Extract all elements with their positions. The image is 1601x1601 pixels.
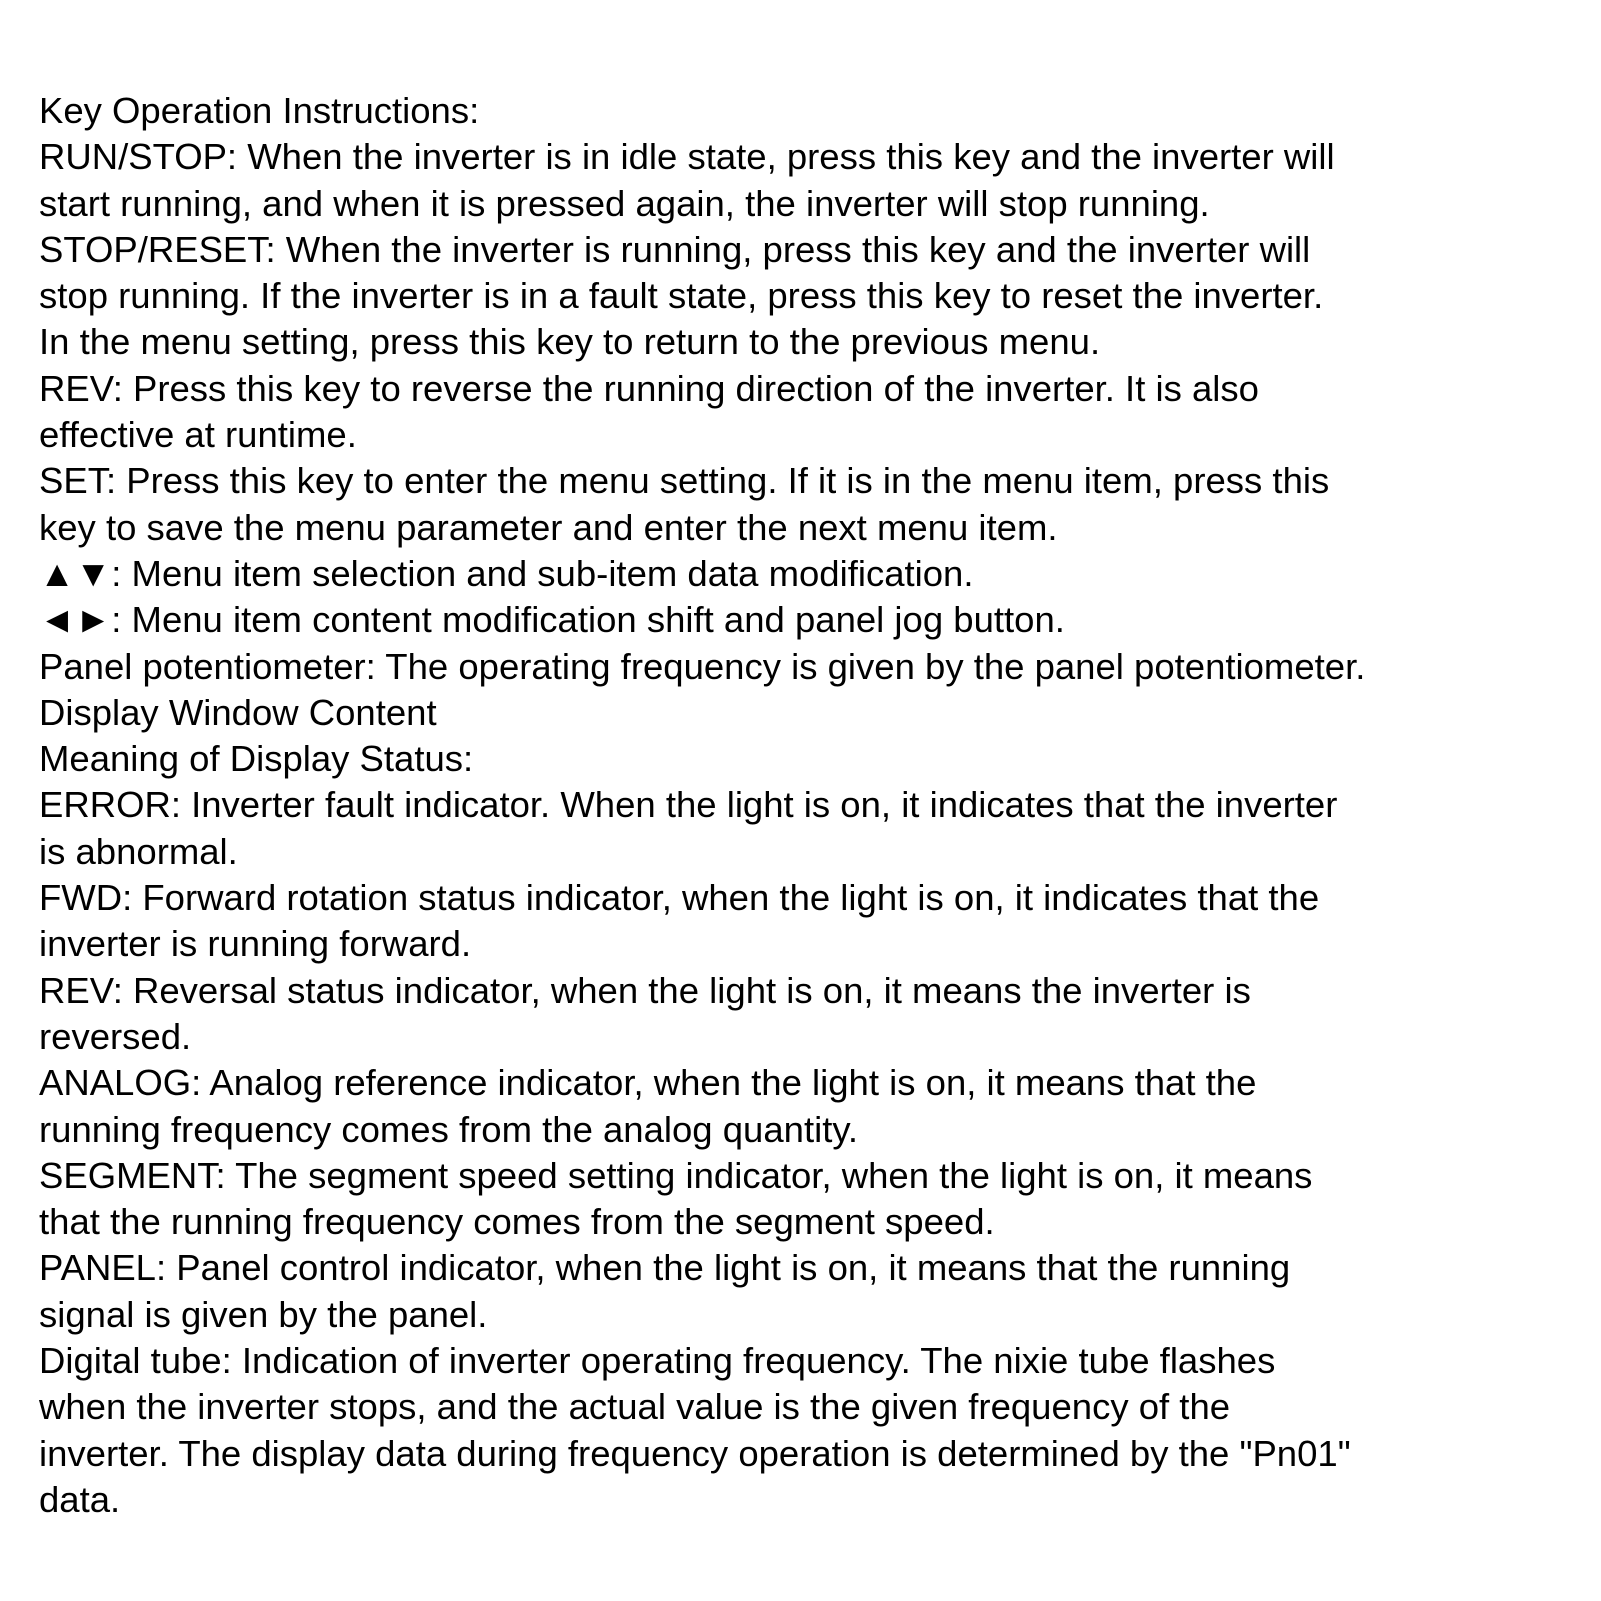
text-line-rev-key-2: effective at runtime. [39,414,357,456]
text-line-run-stop-1: RUN/STOP: When the inverter is in idle state, press this key and the inverter will [39,136,1335,178]
text-line-segment-2: that the running frequency comes from the segment speed. [39,1201,995,1243]
text-line-rev-status-1: REV: Reversal status indicator, when the light is on, it means the inverter is [39,969,1251,1011]
text-line-panel-1: PANEL: Panel control indicator, when the light is on, it means that the running [39,1247,1291,1289]
heading-key-operation: Key Operation Instructions: [39,90,480,131]
text-line-error-2: is abnormal. [39,830,238,872]
text-line-set-2: key to save the menu parameter and enter the next menu item. [39,506,1058,548]
text-line-digital-tube-2: when the inverter stops, and the actual value is the given frequency of the [39,1386,1231,1428]
text-line-analog-1: ANALOG: Analog reference indicator, when the light is on, it means that the [39,1062,1257,1104]
text-line-error-1: ERROR: Inverter fault indicator. When the light is on, it indicates that the inverter [39,784,1338,826]
text-line-run-stop-2: start running, and when it is pressed again, the inverter will stop running. [39,182,1210,224]
text-line-fwd-2: inverter is running forward. [39,923,472,965]
text-line-segment-1: SEGMENT: The segment speed setting indicator, when the light is on, it means [39,1154,1313,1196]
text-line-stop-reset-1: STOP/RESET: When the inverter is running, press this key and the inverter will [39,228,1311,270]
text-line-stop-reset-2: stop running. If the inverter is in a fault state, press this key to reset the inverter. [39,275,1324,317]
text-line-rev-status-2: reversed. [39,1015,192,1057]
instruction-document [39,88,1599,1523]
text-line-digital-tube-1: Digital tube: Indication of inverter operating frequency. The nixie tube flashes [39,1340,1276,1382]
text-line-stop-reset-3: In the menu setting, press this key to return to the previous menu. [39,321,1101,363]
text-line-potentiometer: Panel potentiometer: The operating frequency is given by the panel potentiometer. [39,645,1366,687]
text-line-set-1: SET: Press this key to enter the menu setting. If it is in the menu item, press this [39,460,1330,502]
text-line-panel-2: signal is given by the panel. [39,1293,488,1335]
heading-display-window: Display Window Content [39,691,437,733]
text-line-up-down: ▲▼: Menu item selection and sub-item data modification. [39,552,974,594]
text-line-fwd-1: FWD: Forward rotation status indicator, when the light is on, it indicates that the [39,877,1320,919]
text-line-analog-2: running frequency comes from the analog quantity. [39,1108,859,1150]
text-line-rev-key-1: REV: Press this key to reverse the running direction of the inverter. It is also [39,367,1259,409]
heading-display-status: Meaning of Display Status: [39,738,474,780]
text-line-left-right: ◄►: Menu item content modification shift and panel jog button. [39,599,1065,641]
text-line-digital-tube-4: data. [39,1478,121,1520]
text-line-digital-tube-3: inverter. The display data during frequency operation is determined by the "Pn01" [39,1432,1351,1474]
